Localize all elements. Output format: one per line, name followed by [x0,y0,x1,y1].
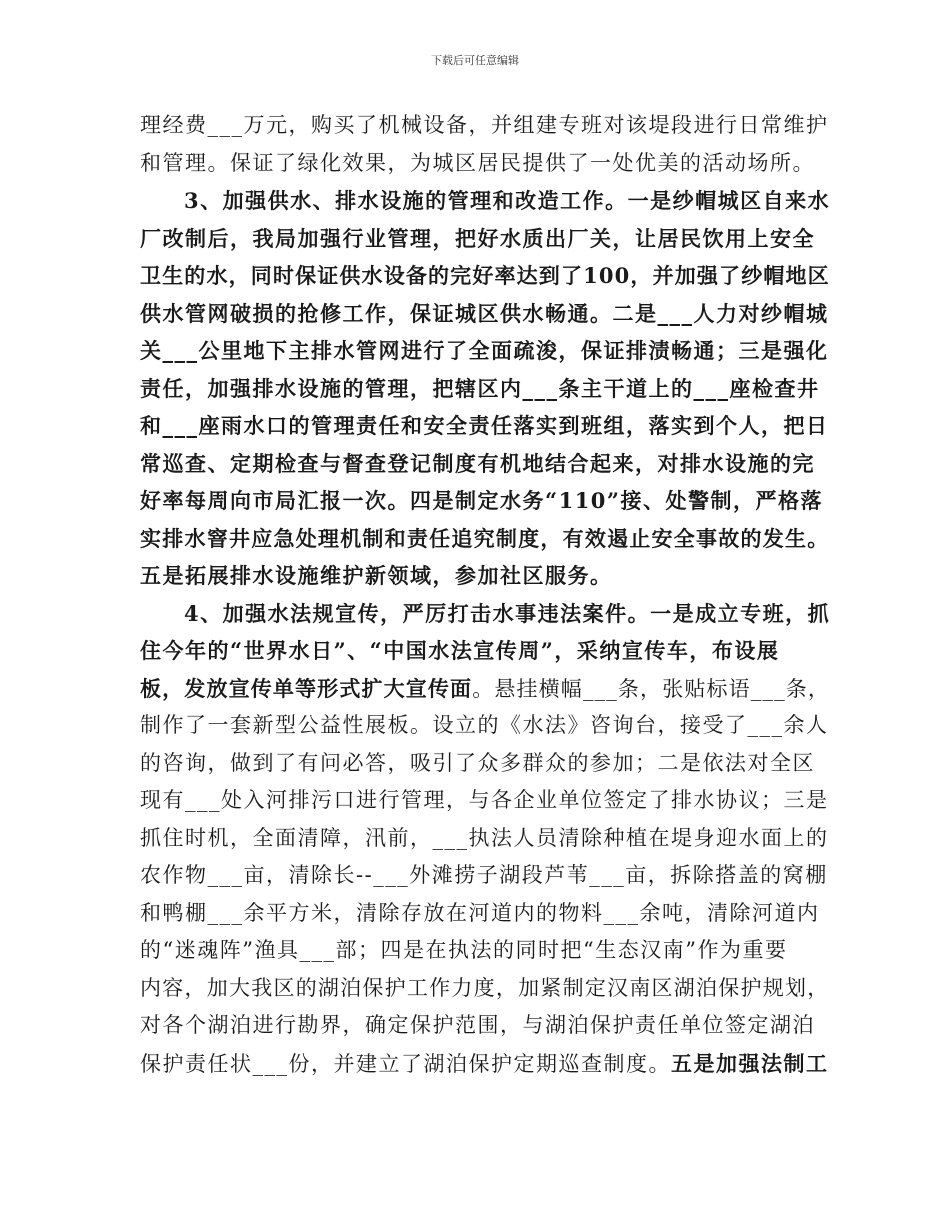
text-run: 制作了一套新型公益性展板。设立的《水法》咨询台，接受了___余人 [140,713,829,737]
text-run: 内容，加大我区的湖泊保护工作力度，加紧制定汉南区湖泊保护规划， [140,975,830,1000]
text-run: 住今年的“世界水日”、“中国水法宣传周”，采纳宣传车，布设展 [140,638,780,663]
text-line [140,445,830,483]
text-run: 3、加强供水、排水设施的管理和改造工作。一是纱帽城区自来水 [184,188,831,213]
text-line [140,182,830,220]
page-header: 下载后可任意编辑 [431,54,519,67]
document-body [140,107,830,1082]
text-run: 责任，加强排水设施的管理，把辖区内___条主干道上的___座检查井 [140,375,820,401]
text-line [140,632,830,670]
text-line [140,407,830,445]
text-line [140,670,830,708]
text-run: 五是加强法制工 [671,1050,829,1076]
text-run: 实排水窨井应急处理机制和责任追究制度，有效遏止安全事故的发生。 [140,525,830,551]
text-line [140,745,830,783]
text-line [140,970,830,1008]
text-line [140,520,830,558]
text-run: 卫生的水，同时保证供水设备的完好率达到了100，并加强了纱帽地区 [140,263,830,288]
text-line [140,595,830,633]
text-run: 农作物___亩，清除长--___外滩捞子湖段芦苇___亩，拆除搭盖的窝棚 [140,863,828,887]
text-run: 和管理。保证了绿化效果，为城区居民提供了一处优美的活动场所。 [140,150,815,175]
text-run: 理经费___万元，购买了机械设备，并组建专班对该堤段进行日常维护 [140,113,829,137]
text-line [140,370,830,408]
text-run: 保护责任状___份，并建立了湖泊保护定期巡查制度。 [140,1051,671,1076]
text-line [140,332,830,370]
text-run: 厂改制后，我局加强行业管理，把好水质出厂关，让居民饮用上安全 [140,225,815,251]
text-line [140,895,830,933]
text-line [140,220,830,258]
text-run: 关___公里地下主排水管网进行了全面疏浚，保证排渍畅通；三是强化 [140,338,829,363]
text-run: 。悬挂横幅___条，张贴标语___条， [472,676,831,701]
text-line [140,295,830,333]
text-run: 常巡查、定期检查与督查登记制度有机地结合起来，对排水设施的完 [140,450,815,476]
text-run: 的“迷魂阵”渔具___部；四是在执法的同时把“生态汉南”作为重要 [140,938,788,962]
text-line [140,707,830,745]
text-run: 和___座雨水口的管理责任和安全责任落实到班组，落实到个人，把日 [140,413,829,438]
text-run: 现有___处入河排污口进行管理，与各企业单位签定了排水协议；三是 [140,788,829,812]
text-line [140,782,830,820]
text-run: 好率每周向市局汇报一次。四是制定水务“110”接、处警制，严格落 [140,488,823,513]
text-line [140,482,830,520]
text-run: 和鸭棚___余平方米，清除存放在河道内的物料___余吨，清除河道内 [140,900,820,925]
text-run: 五是拓展排水设施维护新领域，参加社区服务。 [140,563,613,588]
text-line [140,1007,830,1045]
text-line [140,820,830,858]
text-line [140,932,830,970]
text-line [140,1045,830,1083]
text-line [140,557,830,595]
text-run: 对各个湖泊进行勘界，确定保护范围，与湖泊保护责任单位签定湖泊 [140,1013,815,1037]
text-run: 的咨询，做到了有问必答，吸引了众多群众的参加；二是依法对全区 [140,750,815,775]
text-line [140,145,830,183]
text-line [140,257,830,295]
text-run: 4、加强水法规宣传，严厉打击水事违法案件。一是成立专班，抓 [184,600,831,626]
text-run: 抓住时机，全面清障，汛前，___执法人员清除种植在堤身迎水面上的 [140,825,829,850]
text-line [140,107,830,145]
text-run: 板，发放宣传单等形式扩大宣传面 [140,675,473,701]
text-run: 供水管网破损的抢修工作，保证城区供水畅通。二是___人力对纱帽城 [140,300,829,326]
text-line [140,857,830,895]
